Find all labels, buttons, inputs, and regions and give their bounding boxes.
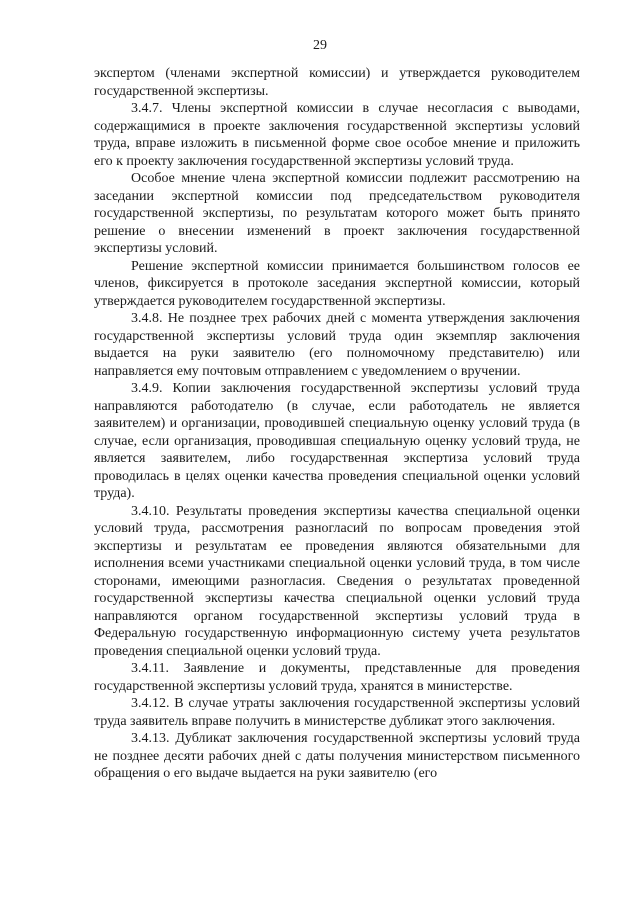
paragraph-3-4-13: 3.4.13. Дубликат заключения государственной экспертизы условий труда не позднее десяти рабочих дней с даты получения министерством письменного обращения о его выдаче выдается на руки заявителю (его <box>94 731 580 781</box>
paragraph-3-4-9: 3.4.9. Копии заключения государственной экспертизы условий труда направляются работодателю (в случае, если работодатель не является заявителем) и организации, проводившей специальную оценку условий труда (в случае, если организация, проводившая специальную оценку условий труда, не является заявителем, либо государственная экспертиза условий труда проводилась в целях оценки качества проведения специальной оценки условий труда). <box>94 381 580 501</box>
paragraph-3-4-8: 3.4.8. Не позднее трех рабочих дней с момента утверждения заключения государственной экспертизы условий труда один экземпляр заключения выдается на руки заявителю (его полномочному представителю) или направляется ему почтовым отправлением с уведомлением о вручении. <box>94 311 580 379</box>
paragraph-3-4-12: 3.4.12. В случае утраты заключения государственной экспертизы условий труда заявитель вправе получить в министерстве дубликат этого заключения. <box>94 696 580 729</box>
paragraph-continuation: экспертом (членами экспертной комиссии) и утверждается руководителем государственной экспертизы. <box>94 66 580 99</box>
paragraph-3-4-7: 3.4.7. Члены экспертной комиссии в случае несогласия с выводами, содержащимися в проекте заключения государственной экспертизы условий труда, вправе изложить в письменной форме свое особое мнение и приложить его к проекту заключения государственной экспертизы условий труда. <box>94 101 580 169</box>
page-number: 29 <box>313 38 327 53</box>
paragraph-3-4-11: 3.4.11. Заявление и документы, представленные для проведения государственной экспертизы условий труда, хранятся в министерстве. <box>94 661 580 694</box>
document-body <box>94 65 580 783</box>
paragraph-3-4-10: 3.4.10. Результаты проведения экспертизы качества специальной оценки условий труда, рассмотрения разногласий по вопросам проведения этой экспертизы и результатам ее проведения являются обязательными для исполнения всеми участниками специальной оценки условий труда, в том числе сторонами, имеющими разногласия. Сведения о результатах проведенной государственной экспертизы качества специальной оценки условий труда направляются органом государственной экспертизы условий труда в Федеральную государственную информационную систему учета результатов проведения специальной оценки условий труда. <box>94 503 580 659</box>
paragraph-dissenting-opinion: Особое мнение члена экспертной комиссии подлежит рассмотрению на заседании экспертной комиссии под председательством руководителя государственной экспертизы, по результатам которого может быть принято решение о внесении изменений в проект заключения государственной экспертизы условий. <box>94 171 580 256</box>
paragraph-commission-decision: Решение экспертной комиссии принимается большинством голосов ее членов, фиксируется в протоколе заседания экспертной комиссии, который утверждается руководителем государственной экспертизы. <box>94 258 580 309</box>
